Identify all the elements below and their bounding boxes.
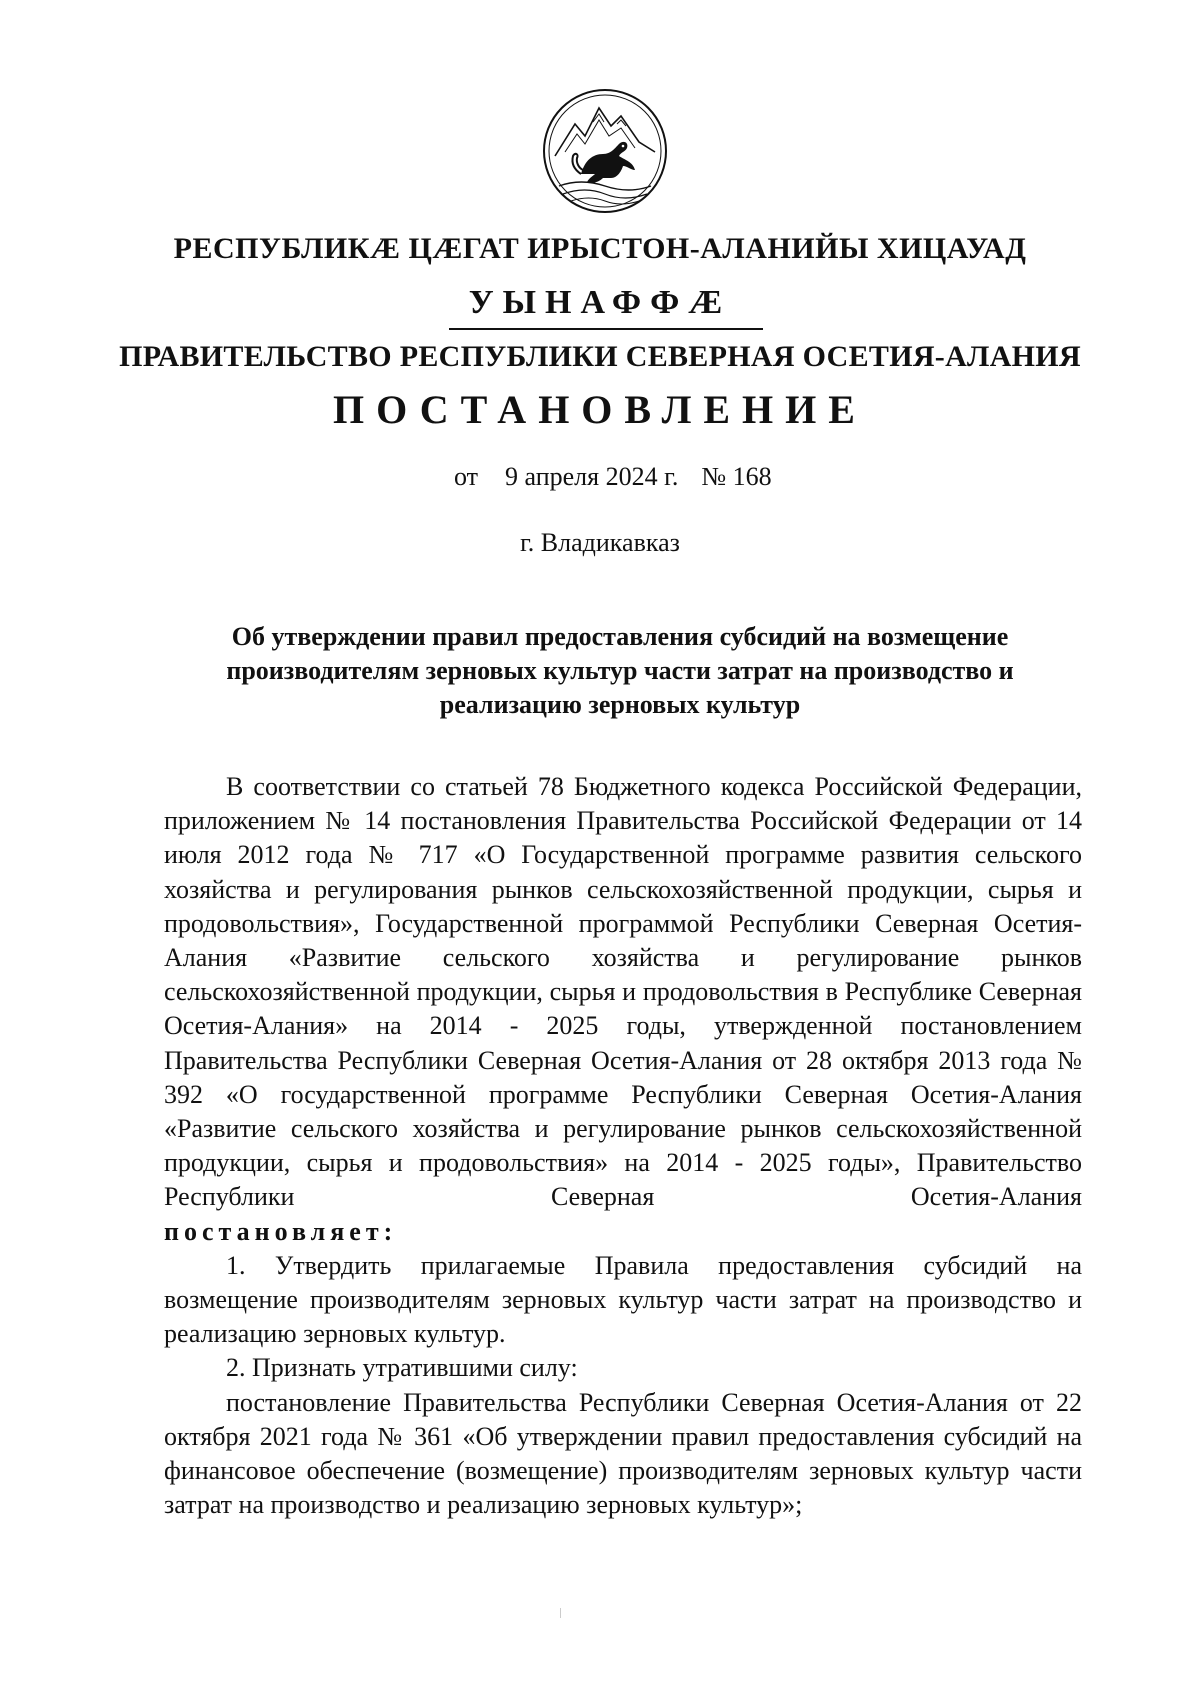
coat-of-arms-icon [541,86,669,216]
scan-speck [560,1608,561,1618]
resolves-word: постановляет: [164,1216,398,1246]
preamble-paragraph: В соответствии со статьей 78 Бюджетного кодекса Российской Федерации, приложением № 14 постановления Правительства Российской Федерации от 14 июля 2012 года № 717 «О Государственной программе развития сельского хозяйства и регулирования рынков сельскохозяйственной продукции, сырья и продовольствия», Государственной программой Республики Северная Осетия-Алания «Развитие сельского хозяйства и регулирование рынков сельскохозяйственной продукции, сырья и продовольствия в Республике Северная Осетия-Алания» на 2014 - 2025 годы, утвержденной постановлением Правительства Республики Северная Осетия-Алания от 28 октября 2013 года № 392 «О государственной программе Республики Северная Осетия-Алания «Развитие сельского хозяйства и регулирование рынков сельскохозяйственной продукции, сырья и продовольствия» на 2014 - 2025 годы», Правительство Республики Северная Осетия-Алания [164,772,1082,1212]
russian-government-heading: ПРАВИТЕЛЬСТВО РЕСПУБЛИКИ СЕВЕРНАЯ ОСЕТИЯ-АЛАНИЯ [119,340,1081,373]
document-number: № 168 [701,462,772,491]
document-date: 9 апреля 2024 г. [505,462,679,491]
item-2-sub-paragraph: постановление Правительства Республики Северная Осетия-Алания от 22 октября 2021 года № 361 «Об утверждении правил предоставления субсидий на финансовое обеспечение (возмещение) производителям зерновых культур части затрат на производство и реализацию зерновых культур»; [164,1387,1082,1520]
document-date-number [454,462,772,492]
document-city: г. Владикавказ [520,528,680,557]
ossetian-government-heading: РЕСПУБЛИКӔ ЦӔГАТ ИРЫСТОН-АЛАНИЙЫ ХИЦАУАД [173,232,1027,265]
russian-doc-type: ПОСТАНОВЛЕНИЕ [333,387,867,432]
item-1-paragraph: 1. Утвердить прилагаемые Правила предоставления субсидий на возмещение производителям зерновых культур части затрат на производство и реализацию зерновых культур. [164,1250,1082,1349]
date-prefix: от [454,462,479,491]
ossetian-doc-type: УЫНАФФӔ [468,284,732,321]
heading-underline [449,328,763,330]
document-title: Об утверждении правил предоставления субсидий на возмещение производителям зерновых культур части затрат на производство и реализацию зерновых культур [226,622,1014,719]
item-2-paragraph: 2. Признать утратившими силу: [226,1353,578,1383]
document-body [164,770,1082,1522]
